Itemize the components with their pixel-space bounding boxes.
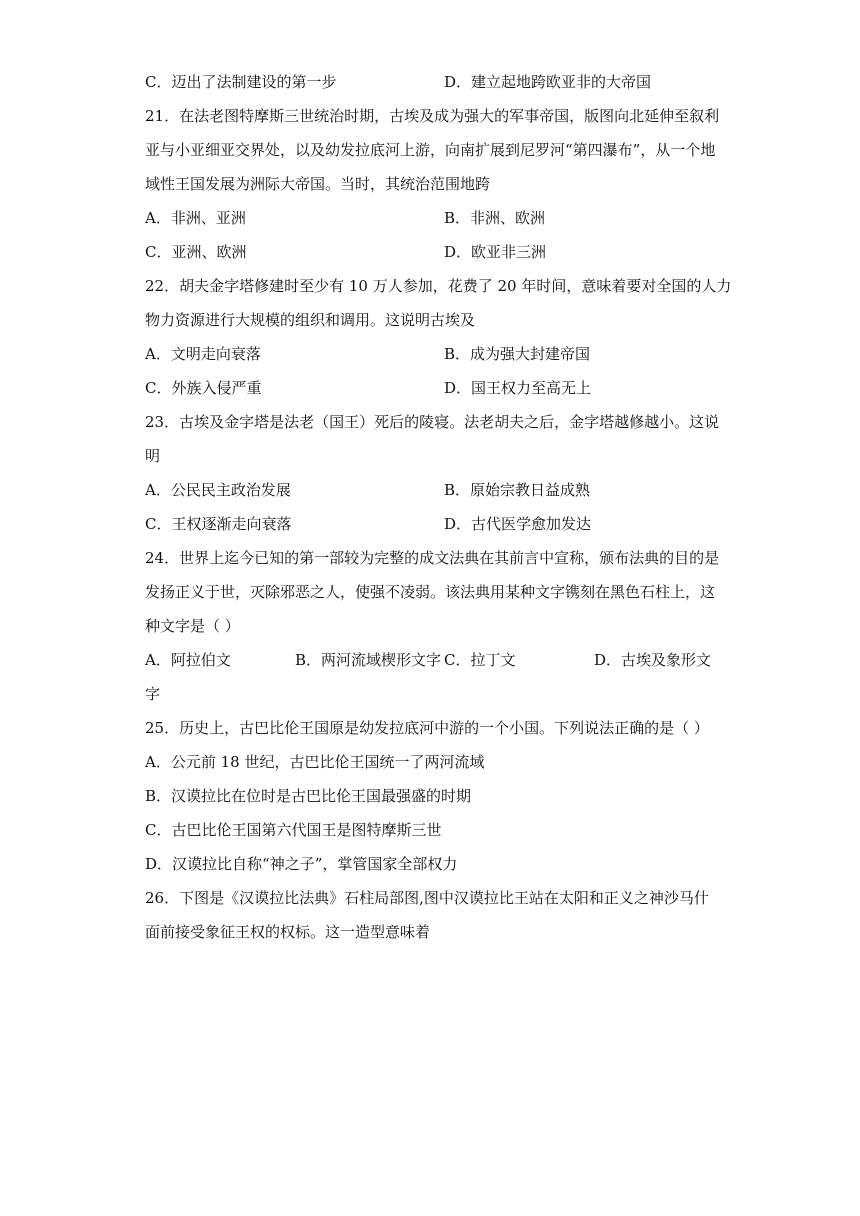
question-25-option-c: C．古巴比伦王国第六代国王是图特摩斯三世	[145, 821, 442, 839]
question-21-stem-line: 21．在法老图特摩斯三世统治时期，古埃及成为强大的军事帝国，版图向北延伸至叙利	[145, 107, 720, 125]
question-25-option-a: A．公元前 18 世纪，古巴比伦王国统一了两河流域	[145, 753, 485, 771]
question-23-option-d: D．古代医学愈加发达	[444, 515, 592, 533]
question-24-option-d-wrap: 字	[145, 685, 161, 703]
question-25-option-d: D．汉谟拉比自称“神之子”，掌管国家全部权力	[145, 855, 458, 873]
question-24-option-a: A．阿拉伯文	[145, 651, 231, 669]
question-24-option-b: B．两河流域楔形文字	[295, 651, 442, 669]
option-d: D．建立起地跨欧亚非的大帝国	[444, 73, 652, 91]
question-21-option-a: A．非洲、亚洲	[145, 209, 246, 227]
question-23-stem-line: 明	[145, 447, 161, 465]
question-22-option-b: B．成为强大封建帝国	[444, 345, 591, 363]
question-26-stem-line: 26．下图是《汉谟拉比法典》石柱局部图,图中汉谟拉比王站在太阳和正义之神沙马什	[145, 889, 709, 907]
question-23-option-a: A．公民民主政治发展	[145, 481, 291, 499]
option-c: C．迈出了法制建设的第一步	[145, 73, 337, 91]
question-25-option-b: B．汉谟拉比在位时是古巴比伦王国最强盛的时期	[145, 787, 472, 805]
question-21-option-c: C．亚洲、欧洲	[145, 243, 247, 261]
question-25-stem: 25．历史上，古巴比伦王国原是幼发拉底河中游的一个小国。下列说法正确的是（ ）	[145, 719, 709, 737]
question-22-option-a: A．文明走向衰落	[145, 345, 261, 363]
question-26-stem-line: 面前接受象征王权的权标。这一造型意味着	[145, 923, 431, 941]
question-24-option-d: D．古埃及象形文	[594, 651, 712, 669]
question-24-stem-line: 种文字是（ ）	[145, 617, 240, 635]
question-24-stem-line: 发扬正义于世，灭除邪恶之人，使强不凌弱。该法典用某种文字镌刻在黑色石柱上，这	[145, 583, 716, 601]
question-22-stem-line: 物力资源进行大规模的组织和调用。这说明古埃及	[145, 311, 476, 329]
question-23-stem-line: 23．古埃及金字塔是法老（国王）死后的陵寝。法老胡夫之后，金字塔越修越小。这说	[145, 413, 720, 431]
question-21-option-d: D．欧亚非三洲	[444, 243, 547, 261]
question-24-stem-line: 24．世界上迄今已知的第一部较为完整的成文法典在其前言中宣称，颁布法典的目的是	[145, 549, 720, 567]
question-21-option-b: B．非洲、欧洲	[444, 209, 546, 227]
question-23-option-b: B．原始宗教日益成熟	[444, 481, 591, 499]
question-22-stem-line: 22．胡夫金字塔修建时至少有 10 万人参加，花费了 20 年时间，意味着要对全国的人力	[145, 277, 732, 295]
question-21-stem-line: 域性王国发展为洲际大帝国。当时，其统治范围地跨	[145, 175, 491, 193]
question-22-option-d: D．国王权力至高无上	[444, 379, 592, 397]
question-24-option-c: C．拉丁文	[444, 651, 516, 669]
question-23-option-c: C．王权逐渐走向衰落	[145, 515, 292, 533]
question-21-stem-line: 亚与小亚细亚交界处，以及幼发拉底河上游，向南扩展到尼罗河“第四瀑布”，从一个地	[145, 141, 716, 159]
question-22-option-c: C．外族入侵严重	[145, 379, 262, 397]
